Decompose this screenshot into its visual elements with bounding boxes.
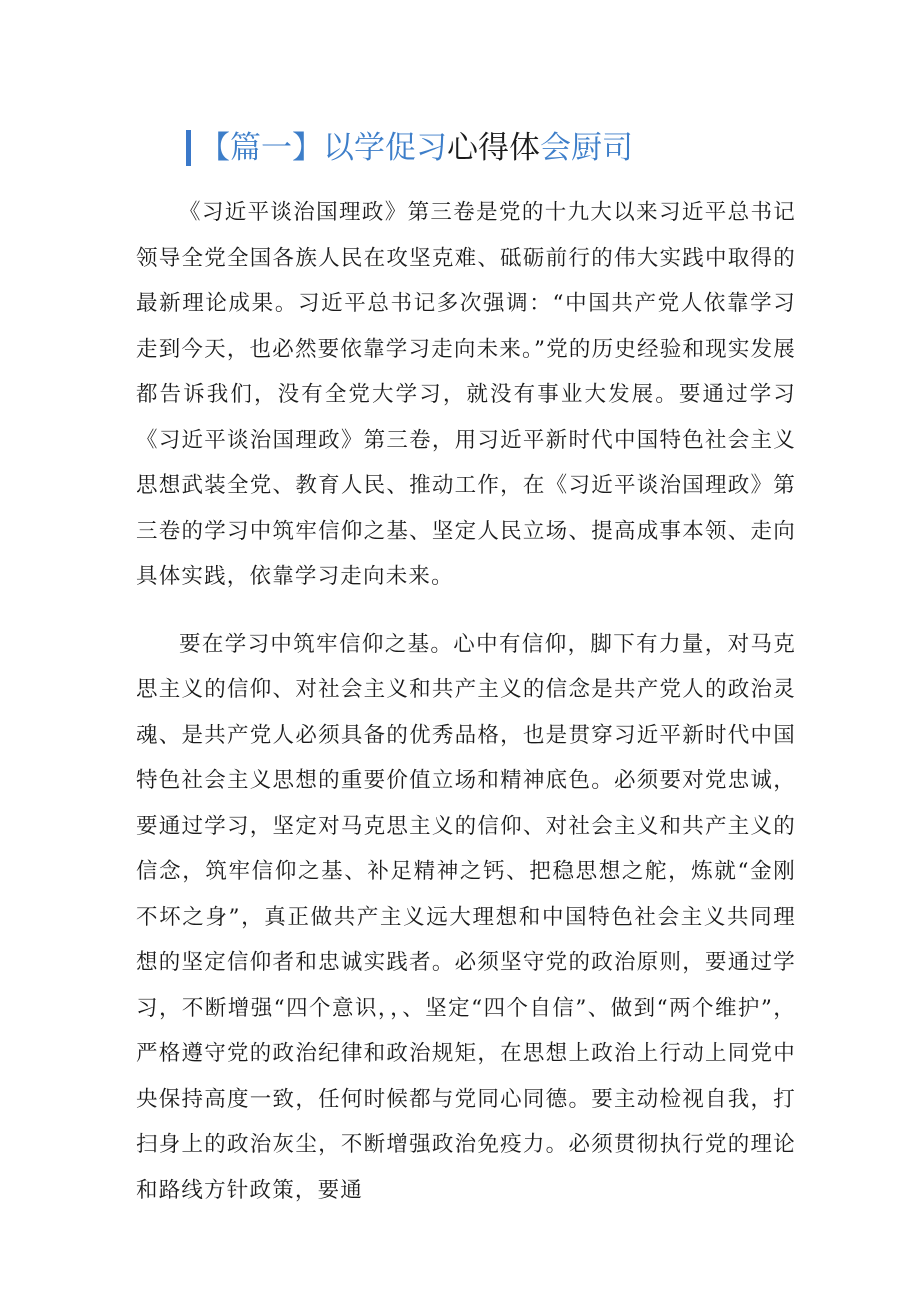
document-title — [186, 126, 633, 170]
title-part-3: 会厨司 — [540, 130, 633, 166]
title-part-1: 【篇一】以学促习 — [199, 130, 447, 166]
paragraph-2: 要在学习中筑牢信仰之基。心中有信仰，脚下有力量，对马克思主义的信仰、对社会主义和共产主义的信念是共产党人的政治灵魂、是共产党人必须具备的优秀品格，也是贯穿习近平新时代中国特色社会主义思想的重要价值立场和精神底色。必须要对党忠诚，要通过学习，坚定对马克思主义的信仰、对社会主义和共产主义的信念，筑牢信仰之基、补足精神之钙、把稳思想之舵，炼就“金刚不坏之身”，真正做共产主义远大理想和中国特色社会主义共同理想的坚定信仰者和忠诚实践者。必须坚守党的政治原则，要通过学习，不断增强“四个意识，，、坚定“四个自信”、做到“两个维护”，严格遵守党的政治纪律和政治规矩，在思想上政治上行动上同党中央保持高度一致，任何时候都与党同心同德。要主动检视自我，打扫身上的政治灰尘，不断增强政治免疫力。必须贯彻执行党的理论和路线方针政策，要通 — [136, 631, 796, 1203]
title-accent-bar — [186, 130, 191, 166]
paragraph-1: 《习近平谈治国理政》第三卷是党的十九大以来习近平总书记领导全党全国各族人民在攻坚克难、砥砺前行的伟大实践中取得的最新理论成果。习近平总书记多次强调：“中国共产党人依靠学习走到今天，也必然要依靠学习走向未来。”党的历史经验和现实发展都告诉我们，没有全党大学习，就没有事业大发展。要通过学习《习近平谈治国理政》第三卷，用习近平新时代中国特色社会主义思想武装全党、教育人民、推动工作，在《习近平谈治国理政》第三卷的学习中筑牢信仰之基、坚定人民立场、提高成事本领、走向具体实践，依靠学习走向未来。 — [136, 200, 796, 589]
document-body — [136, 190, 796, 1213]
title-part-2: 心得体 — [447, 130, 540, 166]
